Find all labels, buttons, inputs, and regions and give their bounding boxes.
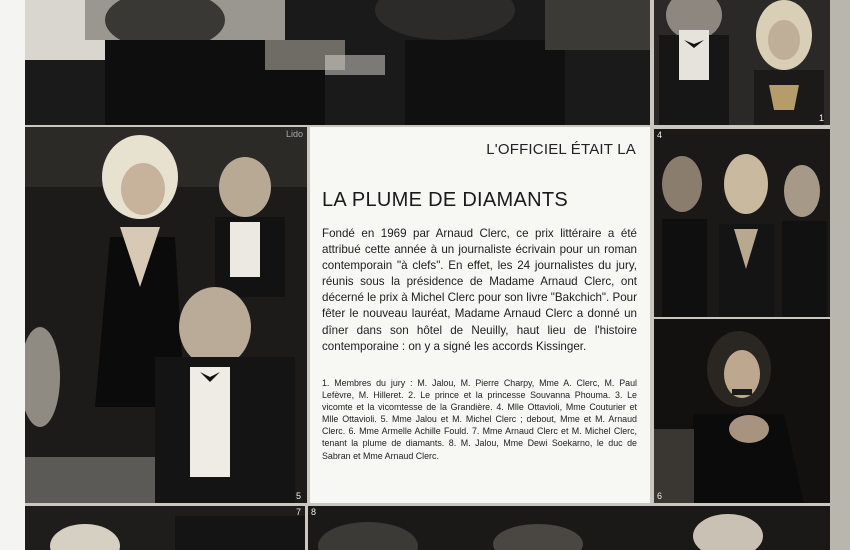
photo-4 — [654, 129, 830, 317]
photo-7 — [25, 506, 305, 550]
photo-captions: 1. Membres du jury : M. Jalou, M. Pierre Charpy, Mme A. Clerc, M. Paul Lefèvre, M. Hilleret. 2. Le prince et la princesse Souvanna Phouma. 3. Le vicomte et la vicomtesse de la Grandière. 4. Mlle Ottavioli, Mme Couturier et Mlle Ottavioli. 5. Mme Jalou et M. Michel Clerc ; debout, Mme et M. Arnaud Clerc. 6. Mme Armelle Achille Fould. 7. Mme Arnaud Clerc et M. Michel Clerc, tenant la plume de diamants. 8. M. Jalou, Mme Dewi Soekarno, le duc de Sabran et Mme Arnaud Clerc. — [322, 378, 637, 461]
page-margin — [0, 0, 25, 550]
photo-top-left — [25, 0, 650, 125]
photo-number: 7 — [295, 507, 301, 517]
photo-number: 4 — [657, 130, 663, 140]
photo-6 — [654, 319, 830, 503]
photo-5 — [25, 127, 307, 503]
photo-8 — [308, 506, 830, 550]
photo-number: 8 — [311, 507, 317, 517]
section-kicker: L'OFFICIEL ÉTAIT LA — [486, 141, 636, 158]
photo-number: 5 — [295, 491, 301, 501]
photo-credit: Lido — [285, 129, 303, 139]
photo-1 — [654, 0, 830, 125]
article-panel — [310, 127, 650, 503]
article-body: Fondé en 1969 par Arnaud Clerc, ce prix littéraire a été attribué cette année à un journaliste écrivain pour un roman contemporain "à clefs". En effet, les 24 journalistes du jury, réunis sous la présidence de Madame Arnaud Clerc, ont décerné le prix à Michel Clerc pour son livre "Bakchich". Pour fêter le nouveau lauréat, Madame Arnaud Clerc a donné un dîner dans son hôtel de Neuilly, haut lieu de l'histoire contemporaine : on y a signé les accords Kissinger. — [322, 227, 637, 353]
page-edge — [830, 0, 850, 550]
photo-number: 1 — [818, 113, 824, 123]
photo-number: 6 — [657, 491, 663, 501]
article-title: LA PLUME DE DIAMANTS — [322, 189, 569, 211]
